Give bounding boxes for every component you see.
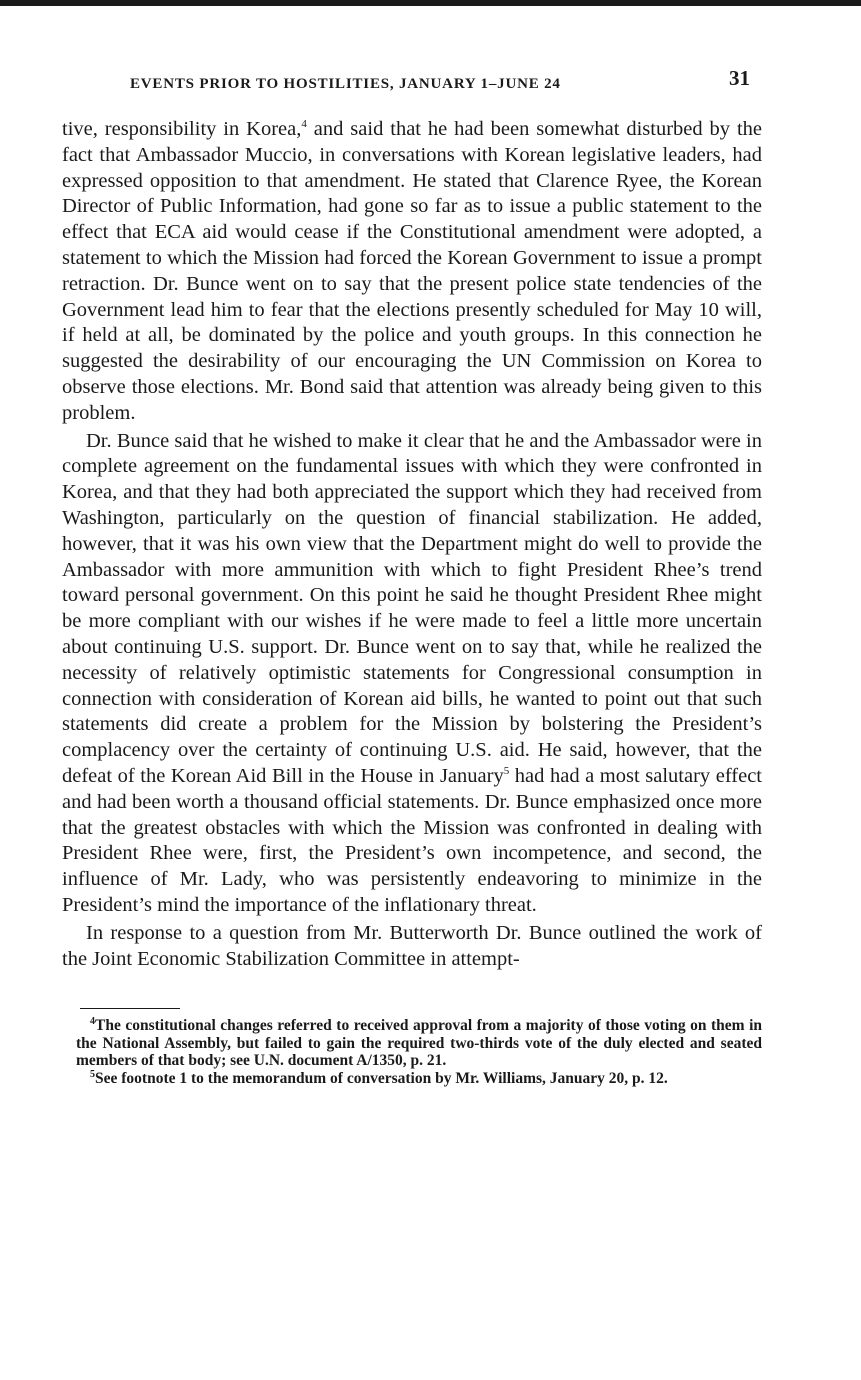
- footnote-ref-5: 5: [503, 765, 510, 778]
- footnotes: [62, 1017, 762, 1087]
- paragraph-2: [62, 429, 762, 919]
- footnote-separator: [80, 1008, 180, 1009]
- page-number: 31: [729, 66, 750, 90]
- paragraph-2-rest: had had a most salutary effect and had been worth a thousand official statements. Dr. Bunce emphasized once more that the greatest obstacles with which the Mission was confronted in dealing with President Rhee were, first, the President’s own incompetence, and second, the influence of Mr. Lady, who was persistently endeavoring to minimize in the President’s mind the importance of the inflationary threat.: [62, 764, 762, 916]
- body-text: [62, 117, 762, 972]
- paragraph-1-start: tive, responsibility in Korea,: [62, 118, 302, 140]
- footnote-4: [76, 1017, 762, 1070]
- footnote-5: [76, 1070, 762, 1088]
- running-title: EVENTS PRIOR TO HOSTILITIES, JANUARY 1–JUNE 24: [130, 76, 561, 92]
- footnote-4-marker: 4: [90, 1016, 95, 1028]
- paragraph-1-rest: and said that he had been somewhat disturbed by the fact that Ambassador Muccio, in conversations with Korean legislative leaders, had expressed opposition to that amendment. He stated that Clarence Ryee, the Korean Director of Public Information, had gone so far as to issue a public statement to the effect that ECA aid would cease if the Constitutional amendment were adopted, a statement to which the Mission had forced the Korean Government to issue a prompt retraction. Dr. Bunce went on to say that the present police state tendencies of the Government lead him to fear that the elections presently scheduled for May 10 will, if held at all, be dominated by the police and youth groups. In this connection he suggested the desirability of our encouraging the UN Commission on Korea to observe those elections. Mr. Bond said that attention was already being given to this problem.: [62, 118, 763, 424]
- paragraph-2-start: Dr. Bunce said that he wished to make it clear that he and the Ambassador were in complete agreement on the fundamental issues with which they were confronted in Korea, and that they had both appreciated the support which they had received from Washington, particularly on the question of financial stabilization. He added, however, that it was his own view that the Department might do well to provide the Ambassador with more ammunition with which to fight President Rhee’s trend toward personal government. On this point he said he thought President Rhee might be more compliant with our wishes if he were made to feel a little more uncertain about continuing U.S. support. Dr. Bunce went on to say that, while he realized the necessity of relatively optimistic statements for Congressional consumption in connection with consideration of Korean aid bills, he wanted to point out that such statements did create a problem for the Mission by bolstering the President’s complacency over the certainty of continuing U.S. aid. He said, however, that the defeat of the Korean Aid Bill in the House in January: [62, 429, 762, 787]
- running-head: [62, 62, 762, 92]
- footnote-5-marker: 5: [90, 1068, 95, 1080]
- page: [62, 62, 762, 1087]
- paragraph-1: [62, 117, 762, 427]
- footnote-4-text: The constitutional changes referred to received approval from a majority of those voting on them in the National Assembly, but failed to gain the required two-thirds vote of the duly elected and seated members of that body; see U.N. document A/1350, p. 21.: [76, 1017, 762, 1070]
- footnote-ref-4: 4: [301, 118, 307, 131]
- top-edge-rule: [0, 0, 861, 6]
- footnote-5-text: See footnote 1 to the memorandum of conversation by Mr. Williams, January 20, p. 12.: [95, 1069, 668, 1087]
- paragraph-3: In response to a question from Mr. Butterworth Dr. Bunce outlined the work of the Joint Economic Stabilization Committee in attempt-: [62, 921, 762, 970]
